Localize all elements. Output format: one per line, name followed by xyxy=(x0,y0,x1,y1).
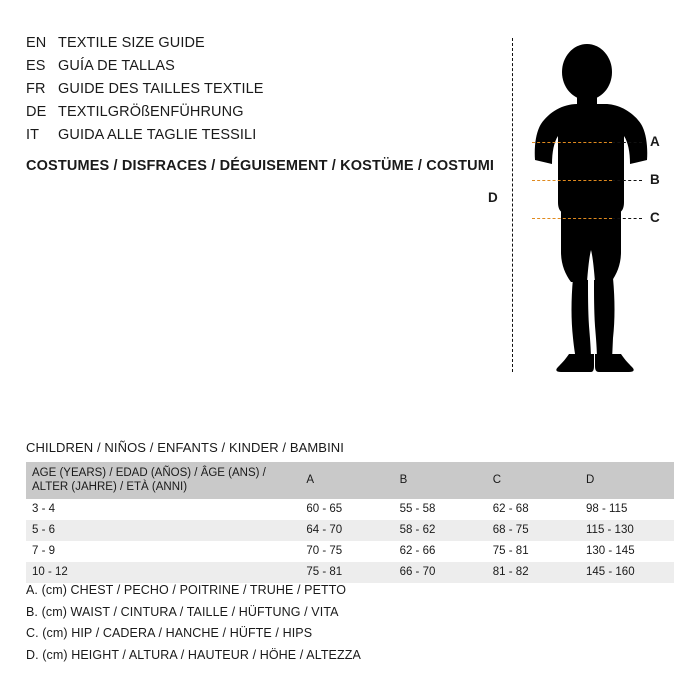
column-header-age: AGE (YEARS) / EDAD (AÑOS) / ÂGE (ANS) / ALTER (JAHRE) / ETÀ (ANNI) xyxy=(26,462,300,499)
cell-d: 98 - 115 xyxy=(586,502,628,515)
language-code: DE xyxy=(26,104,47,120)
legend-item-hip: C. (cm) HIP / CADERA / HANCHE / HÜFTE / HIPS xyxy=(26,626,313,640)
chest-pointer-line xyxy=(612,142,642,143)
measurement-figure xyxy=(470,30,685,380)
language-code: IT xyxy=(26,127,40,143)
language-text: GUÍA DE TALLAS xyxy=(58,58,175,74)
column-header-d: D xyxy=(580,462,674,499)
costumes-subtitle: COSTUMES / DISFRACES / DÉGUISEMENT / KOSTÜME / COSTUMI xyxy=(26,158,495,174)
legend-item-chest: A. (cm) CHEST / PECHO / POITRINE / TRUHE / PETTO xyxy=(26,583,347,597)
language-row xyxy=(26,35,466,58)
cell-d: 130 - 145 xyxy=(586,544,635,557)
cell-c: 75 - 81 xyxy=(492,544,529,557)
cell-c: 62 - 68 xyxy=(492,502,529,515)
cell-c: 81 - 82 xyxy=(487,562,580,583)
waist-pointer-line xyxy=(612,180,642,181)
language-list xyxy=(26,35,466,150)
height-marker-label: D xyxy=(488,190,498,205)
language-text: TEXTILGRÖßENFÜHRUNG xyxy=(58,104,244,120)
waist-marker-label: B xyxy=(650,172,660,187)
legend-item-waist: B. (cm) WAIST / CINTURA / TAILLE / HÜFTUNG / VITA xyxy=(26,604,339,619)
language-row xyxy=(26,81,466,104)
cell-age: 3 - 4 xyxy=(32,502,56,515)
legend-item-height: D. (cm) HEIGHT / ALTURA / HAUTEUR / HÖHE / ALTEZZA xyxy=(26,647,361,662)
column-header-a: A xyxy=(300,462,393,499)
table-section-title: CHILDREN / NIÑOS / ENFANTS / KINDER / BAMBINI xyxy=(26,440,344,455)
cell-a: 60 - 65 xyxy=(306,502,343,515)
cell-d: 145 - 160 xyxy=(580,562,674,583)
language-text: GUIDE DES TAILLES TEXTILE xyxy=(58,81,264,97)
cell-a: 75 - 81 xyxy=(300,562,393,583)
language-row xyxy=(26,104,466,127)
cell-c: 68 - 75 xyxy=(487,520,580,541)
table-header-row xyxy=(26,462,674,499)
cell-b: 58 - 62 xyxy=(394,520,487,541)
cell-a: 64 - 70 xyxy=(300,520,393,541)
table-row xyxy=(26,520,674,541)
column-header-c: C xyxy=(487,462,580,499)
language-row xyxy=(26,127,466,150)
cell-age: 7 - 9 xyxy=(32,544,56,557)
language-row xyxy=(26,58,466,81)
language-code: FR xyxy=(26,81,46,97)
cell-b: 62 - 66 xyxy=(399,544,436,557)
cell-b: 55 - 58 xyxy=(399,502,436,515)
size-table xyxy=(26,462,674,583)
chest-marker-label: A xyxy=(650,134,660,149)
measurement-legend xyxy=(26,580,361,666)
waist-measure-line xyxy=(532,180,612,181)
language-text: GUIDA ALLE TAGLIE TESSILI xyxy=(58,127,257,143)
cell-d: 115 - 130 xyxy=(580,520,674,541)
child-silhouette-icon xyxy=(525,42,655,372)
table-row xyxy=(26,541,674,562)
height-guide-line xyxy=(512,38,513,372)
language-code: ES xyxy=(26,58,46,74)
cell-b: 66 - 70 xyxy=(394,562,487,583)
cell-age: 5 - 6 xyxy=(26,520,300,541)
table-row xyxy=(26,499,674,520)
cell-age: 10 - 12 xyxy=(26,562,300,583)
chest-measure-line xyxy=(532,142,612,143)
column-header-b: B xyxy=(394,462,487,499)
hip-measure-line xyxy=(532,218,612,219)
hip-marker-label: C xyxy=(650,210,660,225)
language-text: TEXTILE SIZE GUIDE xyxy=(58,35,205,51)
cell-a: 70 - 75 xyxy=(306,544,343,557)
language-code: EN xyxy=(26,35,47,51)
hip-pointer-line xyxy=(612,218,642,219)
